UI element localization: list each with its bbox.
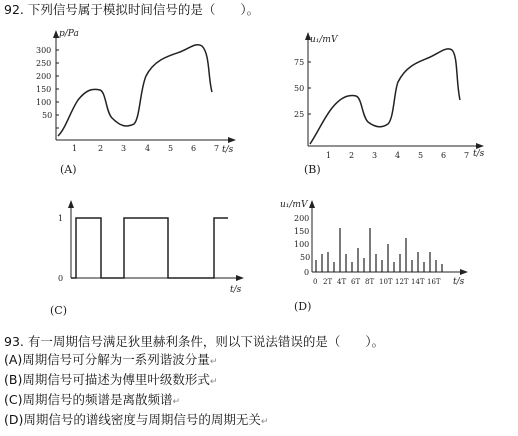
x-tick-label: 3 (372, 151, 378, 160)
y-tick-label: 0 (58, 274, 64, 283)
return-mark: ↵ (209, 377, 218, 387)
y-ticks (294, 214, 310, 277)
question-93: 93. 有一周期信号满足狄里赫利条件，则以下说法错误的是（ ）。 (4, 334, 385, 349)
y-tick-label: 50 (294, 84, 305, 93)
return-mark: ↵ (260, 417, 269, 427)
option-text: (D)周期信号的谱线密度与周期信号的周期无关 (4, 412, 261, 427)
x-tick-label: 7 (214, 144, 220, 153)
return-mark: ↵ (172, 397, 181, 407)
option-text: (C)周期信号的频谱是离散频谱 (4, 392, 173, 407)
figure-caption: (B) (304, 163, 321, 176)
option-b[interactable] (4, 372, 217, 390)
x-tick-label: 5 (418, 151, 424, 160)
figure-b (268, 20, 518, 182)
x-axis-label: t/s (453, 277, 465, 287)
y-tick-label: 50 (42, 111, 53, 120)
option-a[interactable] (4, 352, 217, 370)
y-tick-label: 100 (36, 98, 52, 107)
y-tick-label: 75 (294, 58, 305, 67)
analog-curve (310, 49, 460, 144)
x-ticks (72, 144, 219, 153)
x-ticks (326, 151, 469, 160)
option-d[interactable] (4, 412, 268, 430)
figure-caption: (D) (294, 300, 312, 313)
x-tick-label: 12T (395, 278, 409, 286)
figure-caption: (C) (50, 304, 67, 317)
y-tick-label: 250 (36, 59, 52, 68)
figure-a (0, 20, 260, 182)
x-tick-label: 6T (351, 278, 361, 286)
x-tick-label: 2 (349, 151, 355, 160)
x-tick-label: 5 (168, 144, 174, 153)
y-axis-label: p/Pa (59, 29, 79, 39)
y-tick-label: 200 (294, 214, 310, 223)
y-axis-label: u₁/mV (280, 200, 308, 210)
y-tick-label: 200 (36, 72, 52, 81)
x-tick-label: 4 (145, 144, 151, 153)
x-tick-label: 10T (379, 278, 393, 286)
x-tick-label: 6 (191, 144, 197, 153)
analog-curve (58, 45, 212, 136)
x-tick-label: 2 (98, 144, 104, 153)
figure-d (268, 198, 518, 322)
x-tick-label: 16T (427, 278, 441, 286)
figure-c (44, 200, 254, 322)
x-tick-label: 4T (337, 278, 347, 286)
y-tick-label: 25 (294, 110, 305, 119)
x-ticks (313, 278, 441, 286)
y-tick-label: 1 (58, 214, 64, 223)
y-tick-label: 150 (294, 227, 310, 236)
x-tick-label: 8T (365, 278, 375, 286)
y-tick-label: 50 (300, 253, 311, 262)
x-tick-label: 3 (121, 144, 127, 153)
y-tick-label: 100 (294, 240, 310, 249)
x-axis-label: t/s (473, 149, 485, 159)
x-tick-label: 4 (395, 151, 401, 160)
x-tick-label: 2T (323, 278, 333, 286)
option-text: (A)周期信号可分解为一系列谐波分量 (4, 352, 210, 367)
option-text: (B)周期信号可描述为傅里叶级数形式 (4, 372, 210, 387)
x-tick-label: 14T (411, 278, 425, 286)
x-tick-label: 7 (464, 151, 470, 160)
return-mark: ↵ (209, 357, 218, 367)
y-tick-label: 150 (36, 85, 52, 94)
y-tick-label: 0 (304, 268, 310, 277)
sample-stems (316, 228, 442, 272)
x-tick-label: 1 (72, 144, 78, 153)
x-tick-label: 6 (441, 151, 447, 160)
question-92: 92. 下列信号属于模拟时间信号的是（ ）。 (4, 2, 260, 17)
pulse-train (71, 218, 228, 278)
x-axis-label: t/s (230, 285, 242, 295)
y-tick-label: 300 (36, 46, 52, 55)
y-axis-label: u₁/mV (310, 35, 338, 45)
figure-caption: (A) (60, 163, 77, 176)
x-tick-label: 0 (313, 278, 318, 286)
option-c[interactable] (4, 392, 180, 410)
x-tick-label: 1 (326, 151, 332, 160)
x-axis-label: t/s (222, 145, 234, 155)
